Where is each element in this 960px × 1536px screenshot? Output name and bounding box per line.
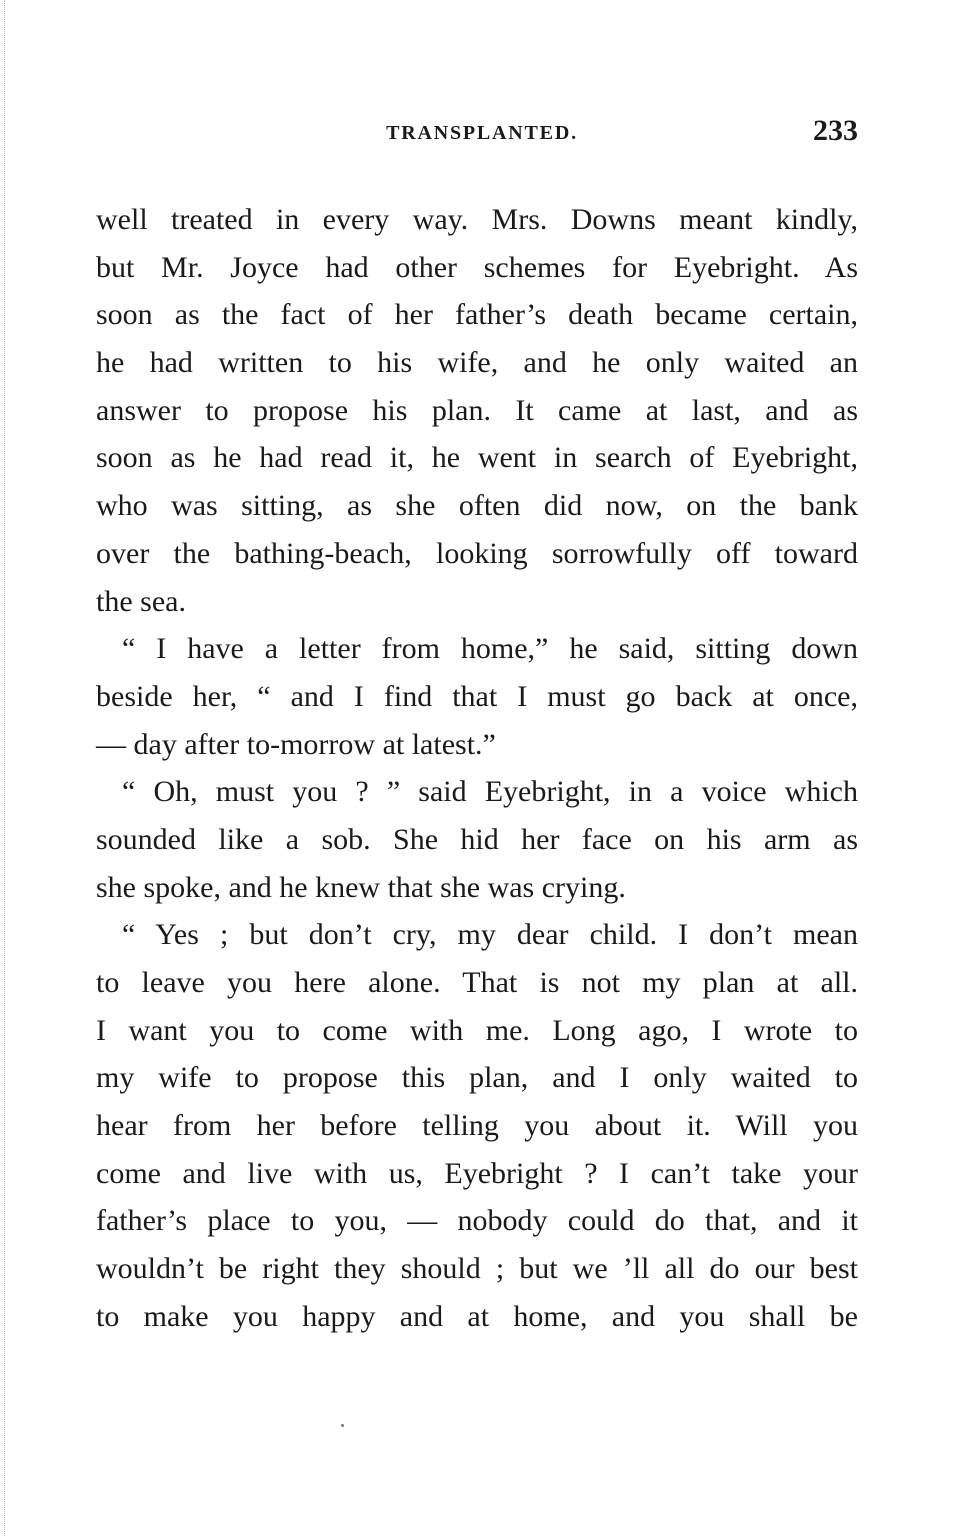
text-line: — day after to-morrow at latest.” xyxy=(96,727,496,761)
text-line: father’s place to you, — nobody could do that, and it xyxy=(96,1204,858,1238)
text-line: I want you to come with me. Long ago, I wrote to xyxy=(96,1013,858,1047)
text-line: come and live with us, Eyebright ? I can’t take your xyxy=(96,1156,858,1190)
page-number: 233 xyxy=(813,114,858,147)
running-title: TRANSPLANTED. xyxy=(386,122,578,144)
text-line: he had written to his wife, and he only waited an xyxy=(96,346,858,380)
page-edge-marks xyxy=(4,0,8,1536)
text-line: “ Oh, must you ? ” said Eyebright, in a voice which xyxy=(122,775,858,809)
text-line: who was sitting, as she often did now, on the bank xyxy=(96,489,858,523)
text-line: over the bathing-beach, looking sorrowfully off toward xyxy=(96,536,858,570)
running-head xyxy=(96,114,858,158)
text-line: but Mr. Joyce had other schemes for Eyebright. As xyxy=(96,250,858,284)
text-line: “ I have a letter from home,” he said, sitting down xyxy=(122,632,858,666)
text-line: wouldn’t be right they should ; but we ’ll all do our best xyxy=(96,1252,858,1286)
text-line: well treated in every way. Mrs. Downs meant kindly, xyxy=(96,203,858,236)
text-line: beside her, “ and I find that I must go back at once, xyxy=(96,679,858,713)
text-line: soon as the fact of her father’s death became certain, xyxy=(96,298,858,332)
text-line: hear from her before telling you about it. Will you xyxy=(96,1109,858,1143)
print-speck xyxy=(341,1424,344,1427)
text-line: to leave you here alone. That is not my plan at all. xyxy=(96,966,858,999)
text-line: “ Yes ; but don’t cry, my dear child. I don’t mean xyxy=(122,918,858,952)
text-line: my wife to propose this plan, and I only waited to xyxy=(96,1061,858,1095)
text-line: soon as he had read it, he went in search of Eyebright, xyxy=(96,441,858,475)
text-line: she spoke, and he knew that she was crying. xyxy=(96,870,626,904)
text-line: answer to propose his plan. It came at last, and as xyxy=(96,393,858,427)
text-body xyxy=(96,196,858,1341)
text-line: sounded like a sob. She hid her face on his arm as xyxy=(96,822,858,856)
text-line: to make you happy and at home, and you shall be xyxy=(96,1299,858,1333)
text-line: the sea. xyxy=(96,584,186,618)
